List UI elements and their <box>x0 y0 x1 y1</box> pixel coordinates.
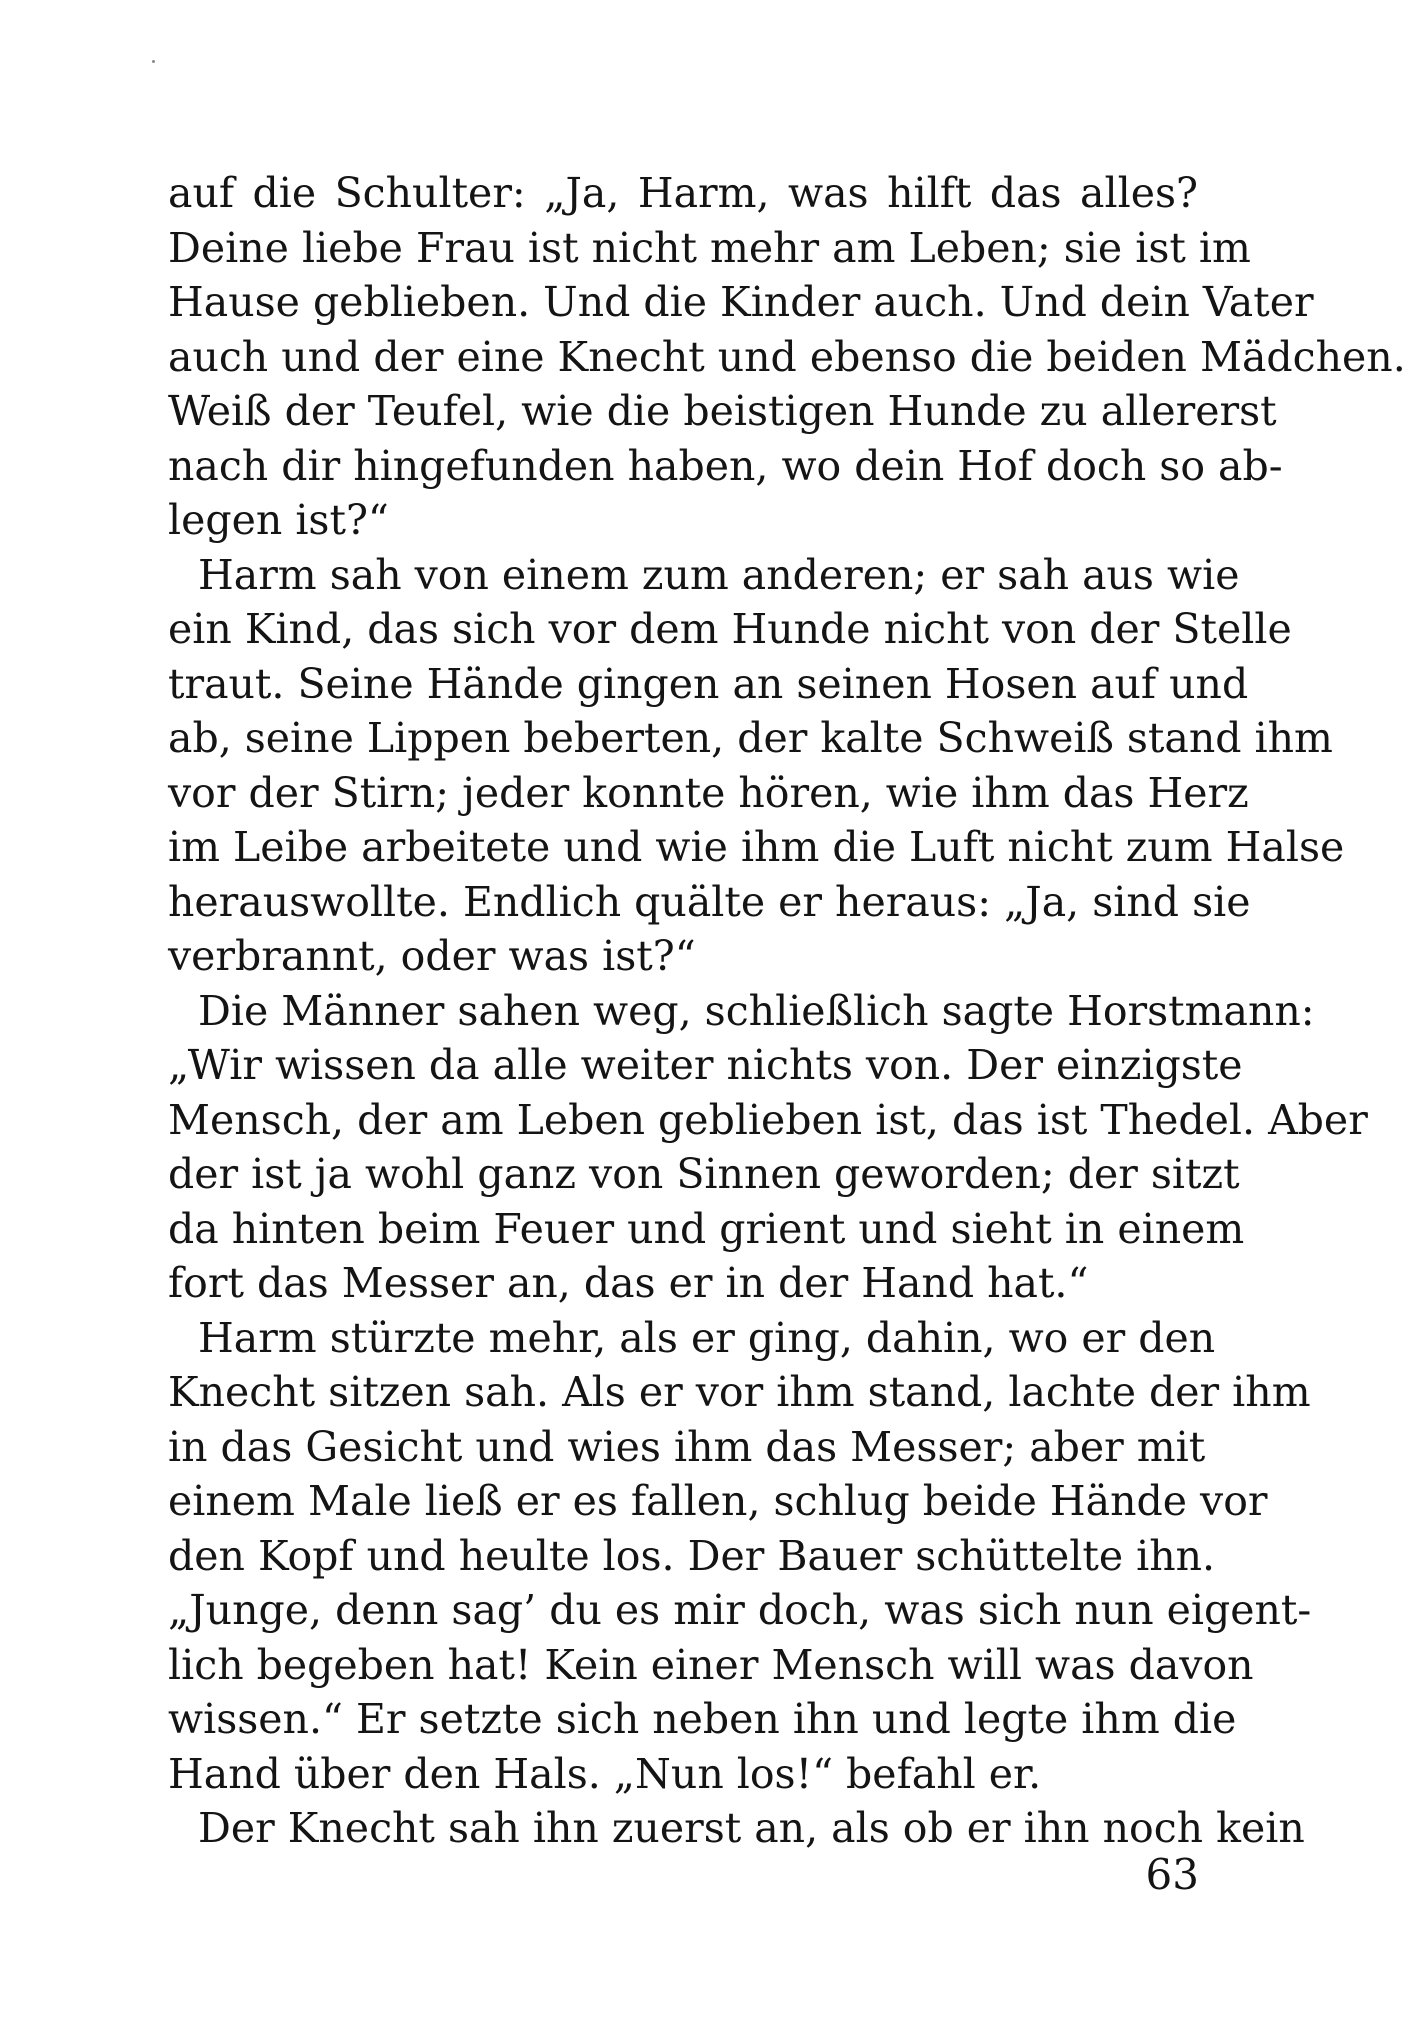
text-line: der ist ja wohl ganz von Sinnen geworden; der sitzt <box>168 1150 1240 1198</box>
text-line: auf die Schulter: „Ja, Harm, was hilft das alles? <box>168 169 1198 217</box>
text-line: traut. Seine Hände gingen an seinen Hosen auf und <box>168 659 1249 708</box>
text-line: lich begeben hat! Kein einer Mensch will was davon <box>168 1640 1254 1689</box>
text-line: einem Male ließ er es fallen, schlug beide Hände vor <box>168 1477 1268 1525</box>
paragraph-2 <box>168 548 1345 984</box>
paragraph-1 <box>168 166 1406 548</box>
paragraph-3 <box>168 984 1368 1311</box>
text-line: im Leibe arbeitete und wie ihm die Luft nicht zum Halse <box>168 823 1345 871</box>
text-line: wissen.“ Er setzte sich neben ihn und legte ihm die <box>168 1695 1237 1743</box>
text-line: „Wir wissen da alle weiter nichts von. Der einzigste <box>168 1041 1243 1089</box>
text-line: herauswollte. Endlich quälte er heraus: „Ja, sind sie <box>168 877 1251 926</box>
paragraph-5 <box>168 1801 1305 1856</box>
text-line: vor der Stirn; jeder konnte hören, wie ihm das Herz <box>168 768 1249 817</box>
text-line: auch und der eine Knecht und ebenso die beiden Mädchen. <box>168 332 1406 381</box>
text-line: Hand über den Hals. „Nun los!“ befahl er. <box>168 1749 1042 1798</box>
text-line: nach dir hingefunden haben, wo dein Hof doch so ab- <box>168 441 1283 490</box>
paragraph-4 <box>168 1311 1312 1802</box>
text-line: „Junge, denn sag’ du es mir doch, was sich nun eigent- <box>168 1586 1312 1634</box>
text-line: fort das Messer an, das er in der Hand hat.“ <box>168 1259 1089 1307</box>
text-line: ab, seine Lippen beberten, der kalte Schweiß stand ihm <box>168 714 1333 762</box>
paper-speck <box>152 60 155 63</box>
text-line: Der Knecht sah ihn zuerst an, als ob er ihn noch kein <box>198 1804 1305 1852</box>
text-line: Harm stürzte mehr, als er ging, dahin, wo er den <box>198 1313 1216 1362</box>
text-line: Die Männer sahen weg, schließlich sagte Horstmann: <box>198 986 1315 1035</box>
page-number: 63 <box>1145 1850 1199 1899</box>
text-line: Mensch, der am Leben geblieben ist, das ist Thedel. Aber <box>168 1095 1368 1144</box>
text-line: Knecht sitzen sah. Als er vor ihm stand, lachte der ihm <box>168 1368 1311 1416</box>
body-text <box>168 166 1406 1856</box>
text-line: in das Gesicht und wies ihm das Messer; aber mit <box>168 1422 1206 1471</box>
text-line: Hause geblieben. Und die Kinder auch. Und dein Vater <box>168 278 1314 326</box>
text-line: Weiß der Teufel, wie die beistigen Hunde zu allererst <box>168 387 1277 435</box>
text-line: legen ist?“ <box>168 496 389 544</box>
text-line: Deine liebe Frau ist nicht mehr am Leben; sie ist im <box>168 223 1251 272</box>
text-line: Harm sah von einem zum anderen; er sah aus wie <box>198 550 1240 599</box>
text-line: den Kopf und heulte los. Der Bauer schüttelte ihn. <box>168 1531 1216 1580</box>
text-line: ein Kind, das sich vor dem Hunde nicht von der Stelle <box>168 605 1292 653</box>
text-line: da hinten beim Feuer und grient und sieht in einem <box>168 1204 1245 1253</box>
text-line: verbrannt, oder was ist?“ <box>168 932 696 980</box>
